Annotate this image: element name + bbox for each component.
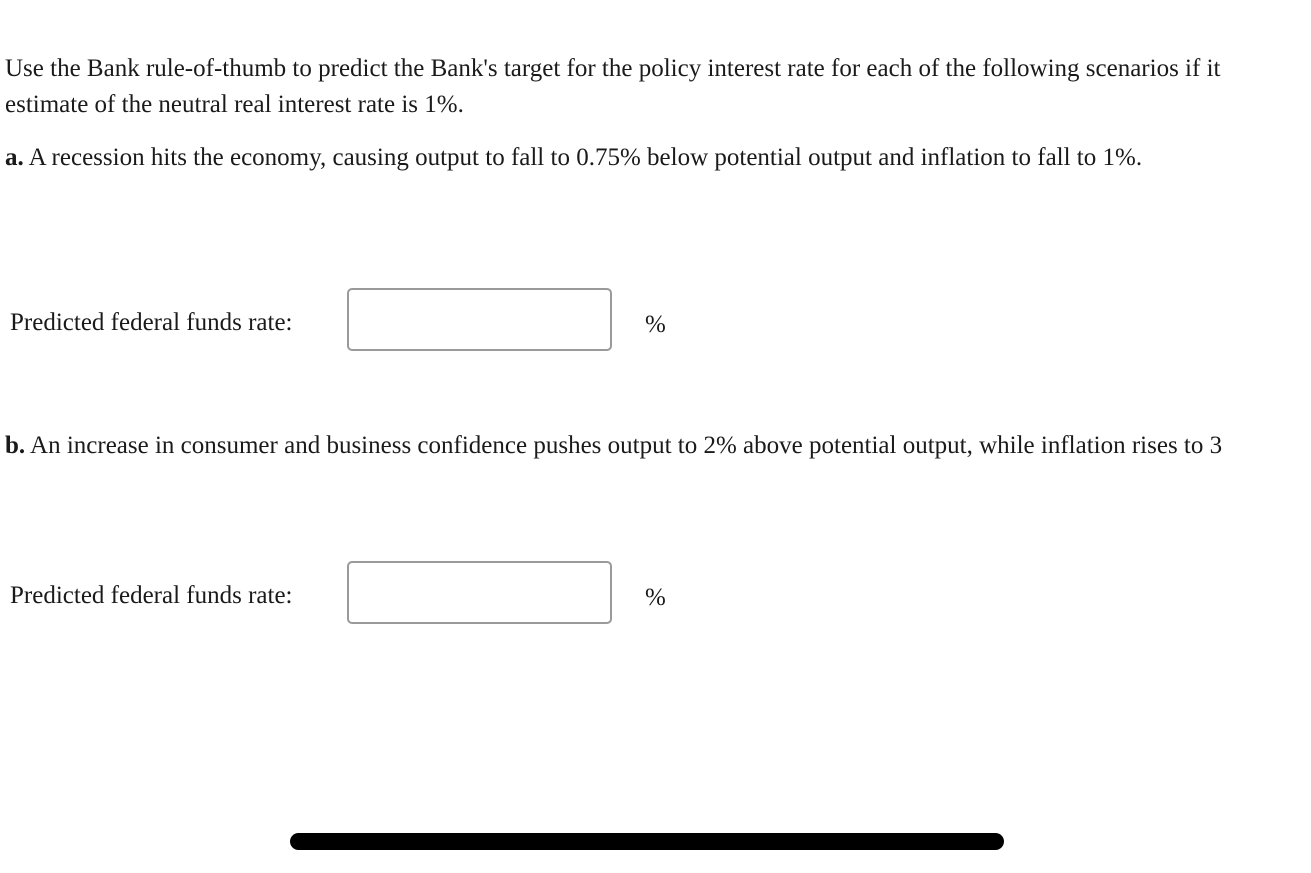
part-a-answer-label: Predicted federal funds rate: <box>10 309 293 336</box>
part-a-text: A recession hits the economy, causing output to fall to 0.75% below potential output and inflation to fall to 1%. <box>23 144 1143 171</box>
part-b-marker: b. <box>5 432 26 459</box>
part-b-text: An increase in consumer and business confidence pushes output to 2% above potential output, while inflation rises to 3 <box>25 432 1223 459</box>
part-a-prompt <box>5 143 1142 173</box>
home-indicator-bar[interactable] <box>290 833 1004 850</box>
question-intro-line-2: estimate of the neutral real interest rate is 1%. <box>5 91 464 118</box>
part-b-prompt <box>5 431 1222 461</box>
part-a-rate-input[interactable] <box>347 288 612 351</box>
question-intro-line-1: Use the Bank rule-of-thumb to predict the Bank's target for the policy interest rate for each of the following scenarios if it <box>5 55 1221 82</box>
part-a-unit: % <box>645 311 666 338</box>
part-b-answer-label: Predicted federal funds rate: <box>10 582 293 609</box>
part-b-unit: % <box>645 584 666 611</box>
part-a-marker: a. <box>5 144 24 171</box>
part-b-rate-input[interactable] <box>347 561 612 624</box>
